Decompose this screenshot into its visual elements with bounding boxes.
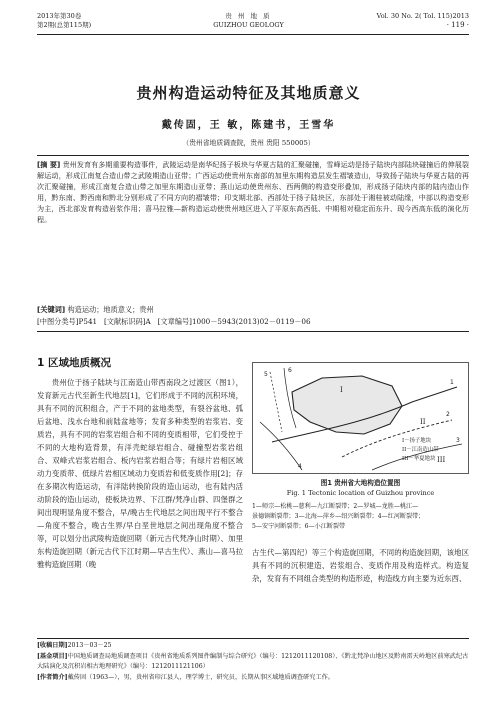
- body-paragraph-left: 贵州位于扬子陆块与江南造山带西南段之过渡区（图1），发育新元古代至新生代地层[1]，它们形成于不同的沉积环境，具有不同的沉积组合，产于不同的盆地类型，有裂谷盆地、弧后盆地、浅水台地和前陆盆地等；发育多种类型的岩浆岩、变质岩，具有不同的岩浆岩组合和不同的变质相带，它们受控于不同的大地构造背景，有洋壳蛇绿岩组合、碰撞型岩浆岩组合、双峰式岩浆岩组合、板内岩浆岩组合等；有绿片岩相区域动力变质带、低绿片岩相区域动力变质岩和低变质作用[2]；存在多期次构造运动，有洋陆转换阶段的造山运动，也有陆内活动阶段的造山运动，使板块边界、下江群/梵净山群、四堡群之间出现明显角度不整合，早/晚古生代地层之间出现平行不整合—角度不整合，晚古生界/早白垩世地层之间出现角度不整合等，可以划分出武陵构造旋回期（新元古代梵净山时期）、加里东构造旋回期（新元古代下江时期—早古生代）、燕山—喜马拉雅构造旋回期（晚: [37, 378, 243, 569]
- header-rule: [37, 34, 469, 35]
- fault-label-1: 1: [450, 379, 454, 386]
- fault-label-6: 6: [288, 367, 292, 374]
- region-label-3: III: [437, 456, 446, 464]
- class-value: P541: [78, 317, 98, 326]
- abstract-label: [摘 要]: [37, 160, 61, 169]
- article-id-value: 1000－5943(2013)02－0119－06: [191, 317, 311, 326]
- fault-label-3: 3: [456, 437, 460, 444]
- tectonic-map: [252, 362, 469, 474]
- journal-volume: [377, 12, 469, 30]
- fault-label-5: 5: [264, 371, 268, 378]
- doc-label: [文献标识码]: [103, 317, 146, 326]
- header-issue-year: 2013年第30卷: [37, 12, 82, 20]
- abstract-text: 贵州发育有多期重要构造事件，武陵运动是南华纪扬子板块与华夏古陆的汇聚碰撞，雪峰运动是扬子陆块内部陆块碰撞后的伸展裂解运动，形成江南复合造山带之武陵期造山亚带；广西运动使贵州东南部的加里东期构造层发生褶皱造山，导致扬子陆块与华夏古陆的再次汇聚碰撞，形成江南复合造山带之加里东期造山亚带；燕山运动使贵州东、西两侧的构造变形叠加，形成扬子陆块内部的陆内造山作用，黔东南、黔西南和黔北分别形成了不同方向的褶皱带；印支期北部、西部处于扬子陆块区，东部处于湘桂被动陆缘，中部以构造变形为主，西北部发育构造岩浆作用；喜马拉雅—新构造运动使贵州地区进入了平原东高西低、中期相对稳定而东升、现今西高东低的演化历程。: [37, 160, 469, 225]
- footnote-rule: [37, 638, 469, 639]
- left-column: [37, 376, 243, 571]
- figure-note-1: 1—师宗—松桃—慈利—九江断裂带；2—罗城—龙胜—桃江—: [252, 503, 419, 510]
- fund-label: [基金项目]: [37, 652, 68, 660]
- doc-value: A: [145, 317, 151, 326]
- fault-label-2: 2: [446, 411, 450, 418]
- author-bio-label: [作者简介]: [37, 673, 68, 681]
- received-date: 2013－03－25: [67, 642, 112, 649]
- keywords-text: 构造运动；地质意义；贵州: [67, 305, 154, 314]
- abstract-top-rule: [37, 155, 469, 156]
- body-paragraph-right: 古生代—第四纪）等三个构造旋回期，不同的构造旋回期，该地区具有不同的沉积建造、岩浆组合、变质作用及构造样式。构造复杂，发育有不同组合类型的构造形迹，构造线方向主要为近东西、: [252, 548, 469, 583]
- keywords-label: [关键词]: [37, 305, 66, 314]
- figure-caption: [252, 478, 469, 498]
- journal-name-cn: 贵 州 地 质: [225, 12, 272, 20]
- volume-info: Vol. 30 No. 2( Tol. 115)2013: [376, 12, 469, 20]
- region-label-2: II: [420, 418, 426, 426]
- received-label: [收稿日期]: [37, 642, 68, 649]
- article-title: 贵州构造运动特征及其地质意义: [136, 84, 361, 102]
- figure-note-3: 5—安宁河断裂带；6—小江断裂带: [252, 523, 346, 530]
- right-column: [252, 546, 469, 585]
- article-authors: 戴传固，王 敏，陈建书，王雪华: [161, 120, 336, 131]
- legend-item-3: III－华夏地块: [402, 456, 436, 462]
- legend-item-2: II－江南造山带: [402, 447, 439, 453]
- class-label: [中图分类号]: [37, 317, 79, 326]
- figure-caption-en: Fig. 1 Tectonic location of Guizhou province: [286, 489, 435, 497]
- journal-name: [190, 12, 307, 30]
- author-bio: 戴传固（1963—），男，贵州省印江县人，理学博士，研究员，长期从事区域地质调查研究工作。: [67, 673, 334, 681]
- footnote: [37, 641, 469, 683]
- figure-caption-cn: 图1 贵州省大地构造位置图: [320, 479, 401, 487]
- legend-item-1: I－扬子地块: [402, 438, 432, 444]
- author-affiliation: （贵州省地质调查院，贵州 贵阳 550005）: [182, 139, 315, 147]
- fault-label-4: 4: [298, 463, 302, 470]
- keywords: [37, 304, 469, 315]
- article-id-label: [文章编号]: [157, 317, 192, 326]
- section-heading: 1 区域地质概况: [37, 357, 111, 369]
- journal-issue: [37, 12, 91, 30]
- header-issue-number: 第2期(总第115期): [37, 21, 92, 29]
- figure-notes: [252, 502, 469, 532]
- region-label-1: I: [340, 386, 343, 394]
- fund-text: 中国地质调查局地质调查项目《贵州省地质系列图件编制与综合研究》（编号：1212011120108）、《黔北梵净山地区及黔南雷天岭地区前寒武纪古大陆演化及沉积岩相古地理研究》（编号：1212011121106）: [37, 652, 469, 670]
- abstract: [37, 159, 469, 226]
- abstract-bottom-rule: [37, 331, 469, 332]
- journal-name-en: GUIZHOU GEOLOGY: [213, 21, 284, 29]
- page-number: · 119 ·: [446, 21, 469, 29]
- classification: [37, 316, 469, 327]
- figure-note-2: 景德镇断裂带；3—北海—萍乡—绍兴断裂带；4—红河断裂带；: [252, 513, 425, 520]
- tectonic-map-figure: [252, 362, 469, 474]
